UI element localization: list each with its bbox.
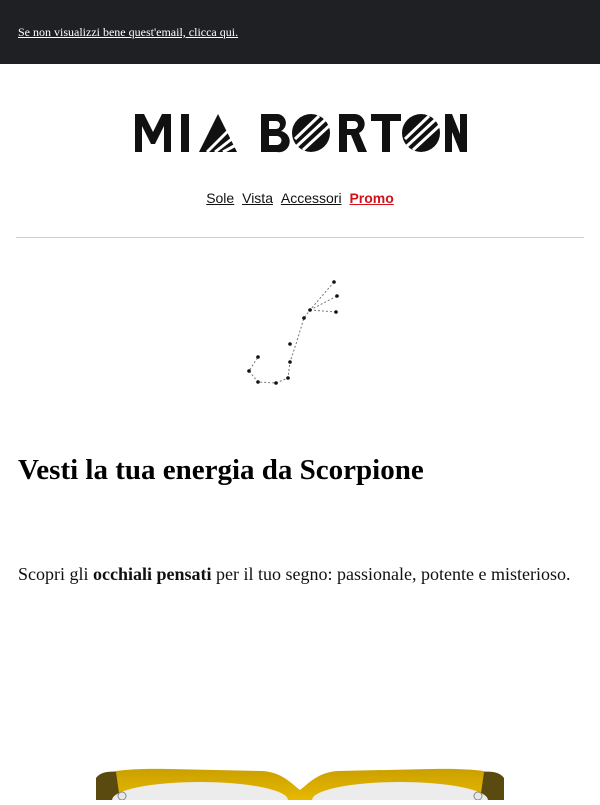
intro-text-bold: occhiali pensati [93, 564, 212, 584]
intro-text [18, 562, 578, 586]
brand-logo[interactable] [133, 112, 467, 154]
scorpio-constellation-icon [240, 276, 344, 390]
nav-item-sole[interactable]: Sole [206, 190, 235, 206]
intro-text-end: per il tuo segno: passionale, potente e misterioso. [211, 564, 571, 584]
nav-item-promo[interactable]: Promo [349, 190, 394, 206]
header-divider [16, 237, 584, 238]
intro-text-start: Scopri gli [18, 564, 93, 584]
nav-item-accessori[interactable]: Accessori [280, 190, 342, 206]
page-title: Vesti la tua energia da Scorpione [18, 454, 424, 486]
product-image[interactable] [0, 760, 600, 800]
eyeglasses-frame-image [0, 760, 600, 800]
main-nav [0, 190, 600, 206]
topbar [0, 0, 600, 64]
nav-item-vista[interactable]: Vista [242, 190, 273, 206]
brand-logo-graphic [133, 112, 467, 154]
view-in-browser-link[interactable]: Se non visualizzi bene quest'email, clicca qui. [18, 25, 239, 39]
